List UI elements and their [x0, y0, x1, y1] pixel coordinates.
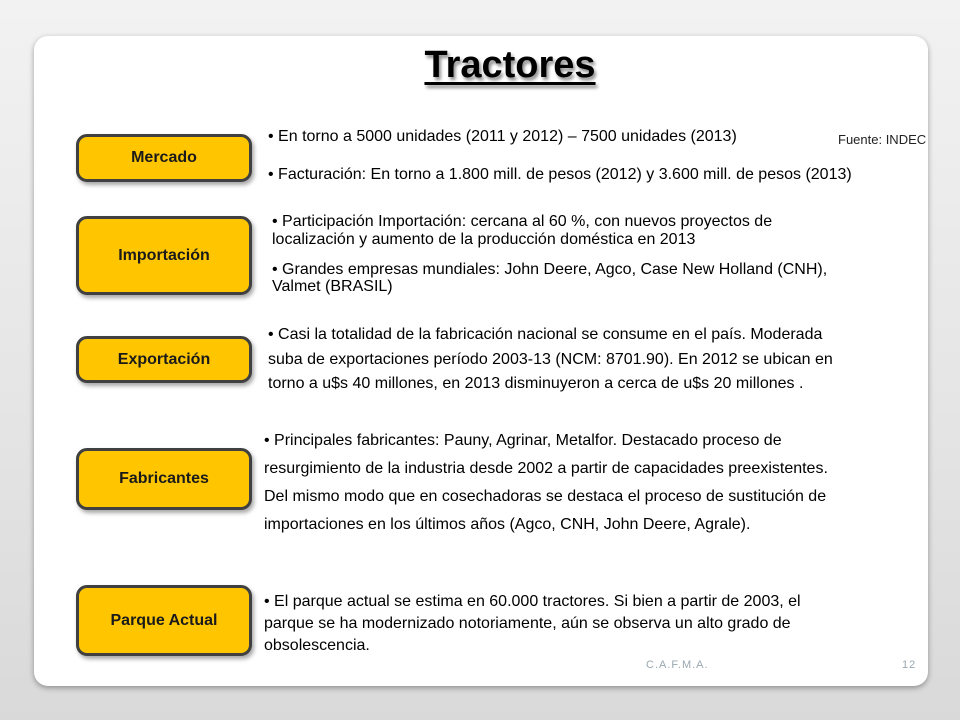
label-importacion: Importación	[76, 216, 252, 295]
importacion-bullet-1-line-1: • Participación Importación: cercana al 60 %, con nuevos proyectos de	[272, 213, 773, 230]
mercado-bullet-1: • En torno a 5000 unidades (2011 y 2012) – 7500 unidades (2013)	[268, 128, 737, 145]
parque-line-2: parque se ha modernizado notoriamente, aún se observa un alto grado de	[264, 615, 791, 632]
importacion-bullet-2-line-1: • Grandes empresas mundiales: John Deere, Agco, Case New Holland (CNH),	[272, 261, 828, 278]
fabricantes-line-4: importaciones en los últimos años (Agco, CNH, John Deere, Agrale).	[264, 516, 751, 533]
label-exportacion: Exportación	[76, 336, 252, 383]
fabricantes-line-1: • Principales fabricantes: Pauny, Agrinar, Metalfor. Destacado proceso de	[264, 432, 782, 449]
parque-line-1: • El parque actual se estima en 60.000 tractores. Si bien a partir de 2003, el	[264, 593, 801, 610]
label-fabricantes: Fabricantes	[76, 448, 252, 510]
importacion-bullet-2-line-2: Valmet (BRASIL)	[272, 278, 393, 295]
label-mercado: Mercado	[76, 134, 252, 182]
footer-org: C.A.F.M.A.	[646, 659, 709, 671]
fabricantes-line-2: resurgimiento de la industria desde 2002 a partir de capacidades preexistentes.	[264, 460, 828, 477]
exportacion-line-3: torno a u$s 40 millones, en 2013 disminuyeron a cerca de u$s 20 millones .	[268, 375, 804, 392]
importacion-bullet-1-line-2: localización y aumento de la producción doméstica en 2013	[272, 231, 696, 248]
label-parque-actual: Parque Actual	[76, 585, 252, 656]
exportacion-line-2: suba de exportaciones período 2003-13 (NCM: 8701.90). En 2012 se ubican en	[268, 351, 833, 368]
parque-line-3: obsolescencia.	[264, 637, 370, 654]
mercado-source: Fuente: INDEC	[838, 132, 927, 147]
slide-title: Tractores	[424, 44, 596, 86]
fabricantes-line-3: Del mismo modo que en cosechadoras se destaca el proceso de sustitución de	[264, 488, 827, 505]
footer-page-number: 12	[902, 659, 917, 671]
exportacion-line-1: • Casi la totalidad de la fabricación nacional se consume en el país. Moderada	[268, 326, 823, 343]
mercado-bullet-2: • Facturación: En torno a 1.800 mill. de pesos (2012) y 3.600 mill. de pesos (2013)	[268, 166, 852, 183]
